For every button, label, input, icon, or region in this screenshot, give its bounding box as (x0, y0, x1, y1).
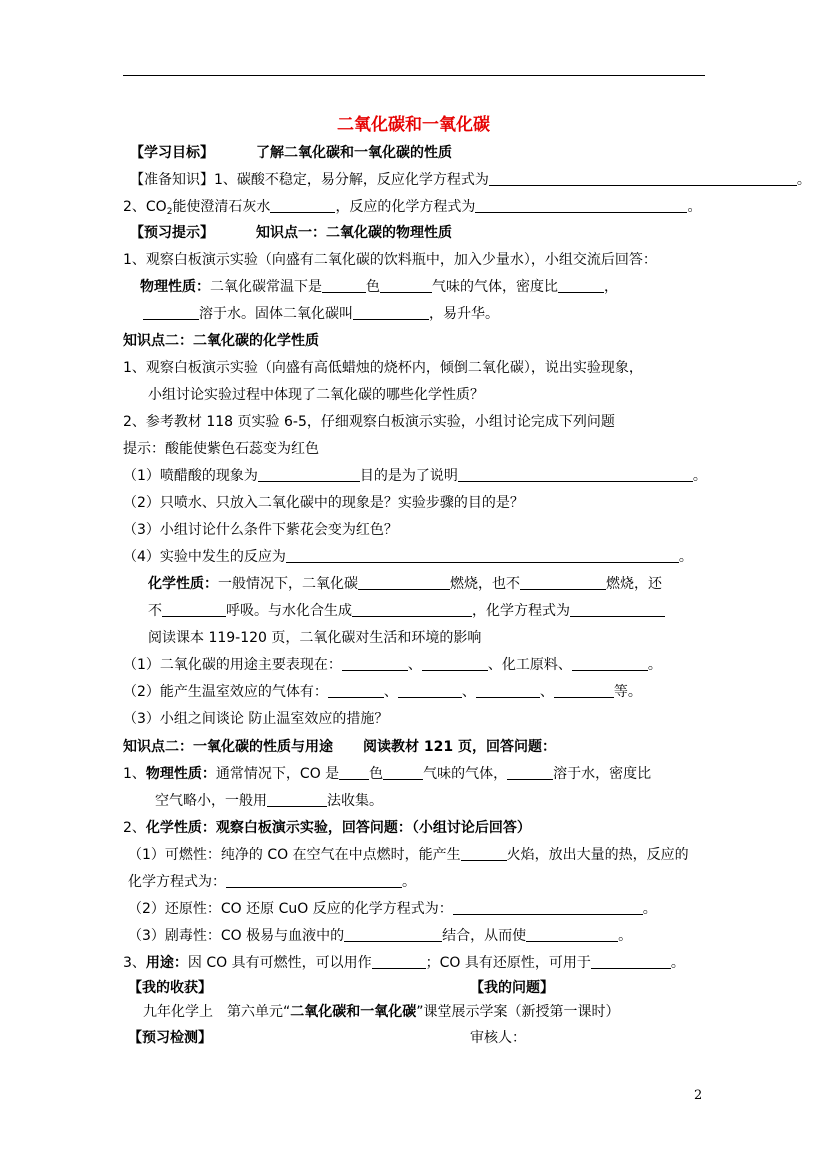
answer-blank[interactable] (342, 656, 408, 671)
answer-blank[interactable] (162, 602, 226, 617)
answer-blank[interactable] (476, 683, 540, 698)
answer-blank[interactable] (267, 792, 327, 807)
question-3-line: （3）小组讨论什么条件下紫花会变为红色？ (123, 522, 398, 538)
answer-blank[interactable] (258, 467, 360, 482)
answer-blank[interactable] (558, 278, 604, 293)
observe-line-1: 1、观察白板演示实验（向盛有二氧化碳的饮料瓶中，加入少量水），小组交流后回答： (123, 252, 657, 268)
question-4-line: （4）实验中发生的反应为 。 (123, 549, 693, 565)
answer-blank[interactable] (143, 305, 199, 320)
answer-blank[interactable] (526, 927, 618, 942)
answer-blank[interactable] (572, 656, 648, 671)
page-number: 2 (694, 1088, 703, 1103)
answer-blank[interactable] (353, 305, 429, 320)
footer-course-line: 九年化学上 第六单元“二氧化碳和一氧化碳”课堂展示学案（新授第一课时） (143, 1004, 620, 1020)
co2-limewater-line: 2、$CO_2$能使澄清石灰水 ，反应的化学方程式为 。 (123, 199, 702, 217)
answer-blank[interactable] (453, 900, 643, 915)
learning-goal-label: 【学习目标】 (130, 145, 214, 161)
page-title: 二氧化碳和一氧化碳 (337, 115, 490, 135)
question-2-line: （2）只喷水、只放入二氧化碳中的现象是？实验步骤的目的是？ (123, 495, 524, 511)
observe-line-2: 1、观察白板演示实验（向盛有高低蜡烛的烧杯内，倾倒二氧化碳），说出实验现象， (123, 360, 643, 376)
carbonic-acid-line: 不 呼吸。与水化合生成 ，化学方程式为 (148, 601, 665, 621)
answer-blank[interactable] (226, 873, 402, 888)
prep-knowledge-line: 【准备知识】1、碳酸不稳定，易分解，反应化学方程式为 。 (130, 172, 811, 188)
experiment-line: 2、参考教材 118 页实验 6-5，仔细观察白板演示实验，小组讨论完成下列问题 (123, 414, 615, 430)
answer-blank[interactable] (322, 278, 366, 293)
answer-blank[interactable] (507, 765, 553, 780)
answer-blank[interactable] (270, 198, 335, 213)
answer-blank[interactable] (339, 765, 369, 780)
answer-blank[interactable] (489, 171, 797, 186)
toxicity-line: （3）剧毒性：CO 极易与血液中的 结合，从而使 。 (128, 928, 633, 944)
answer-blank[interactable] (352, 602, 472, 617)
answer-blank[interactable] (344, 927, 442, 942)
reducibility-line: （2）还原性：CO 还原 CuO 反应的化学方程式为： 。 (128, 901, 657, 917)
knowledge-point-1-heading: 知识点一：二氧化碳的物理性质 (256, 225, 452, 241)
answer-blank[interactable] (372, 954, 426, 969)
answer-blank[interactable] (554, 683, 614, 698)
preview-hint-line: 【预习提示】 知识点一：二氧化碳的物理性质 (130, 225, 452, 241)
measures-line: （3）小组之间谈论 防止温室效应的措施？ (123, 711, 389, 727)
my-questions-label: 【我的问题】 (470, 980, 554, 996)
header-rule (123, 75, 705, 76)
answer-blank[interactable] (422, 656, 488, 671)
answer-blank[interactable] (286, 548, 679, 563)
greenhouse-gases-line: （2）能产生温室效应的气体有： 、 、 、 等。 (123, 684, 642, 700)
co-chemical-line: 2、化学性质：观察白板演示实验，回答问题：（小组讨论后回答） (123, 820, 531, 836)
collection-line: 空气略小，一般用 法收集。 (155, 793, 383, 809)
co-uses-line: 3、用途：因 CO 具有可燃性，可以用作 ；CO 具有还原性，可用于 。 (123, 955, 685, 971)
chemical-properties-line: 化学性质：一般情况下，二氧化碳 燃烧，也不 燃烧，还 (148, 576, 662, 592)
learning-goal-line (130, 143, 452, 163)
reading-line: 阅读课本 119-120 页，二氧化碳对生活和环境的影响 (148, 630, 482, 646)
answer-blank[interactable] (475, 198, 687, 213)
learning-goal-text: 了解二氧化碳和一氧化碳的性质 (256, 145, 452, 161)
equation-line: 化学方程式为： 。 (128, 874, 416, 890)
answer-blank[interactable] (570, 602, 665, 617)
answer-blank[interactable] (458, 467, 693, 482)
answer-blank[interactable] (461, 846, 507, 861)
uses-line: （1）二氧化碳的用途主要表现在： 、 、化工原料、 。 (123, 657, 662, 673)
answer-blank[interactable] (328, 683, 384, 698)
answer-blank[interactable] (520, 575, 606, 590)
my-gains-label: 【我的收获】 (128, 980, 212, 996)
knowledge-point-2-heading: 知识点二：二氧化碳的化学性质 (123, 333, 319, 349)
preview-test-label: 【预习检测】 (128, 1030, 212, 1046)
dry-ice-line: 溶于水。固体二氧化碳叫 ，易升华。 (143, 304, 499, 324)
answer-blank[interactable] (591, 954, 671, 969)
question-1-line: （1）喷醋酸的现象为 目的是为了说明 。 (123, 468, 707, 484)
discussion-line: 小组讨论实验过程中体现了二氧化碳的哪些化学性质？ (148, 387, 484, 403)
answer-blank[interactable] (398, 683, 462, 698)
reviewer-label: 审核人： (470, 1030, 526, 1046)
co-physical-line: 1、物理性质：通常情况下，CO 是 色 气味的气体， 溶于水，密度比 (123, 766, 652, 782)
hint-line: 提示：酸能使紫色石蕊变为红色 (123, 441, 319, 457)
answer-blank[interactable] (380, 278, 432, 293)
answer-blank[interactable] (358, 575, 450, 590)
flammability-line: （1）可燃性：纯净的 CO 在空气在中点燃时，能产生 火焰，放出大量的热，反应的 (128, 847, 689, 863)
answer-blank[interactable] (383, 765, 423, 780)
co-heading-line: 知识点二：一氧化碳的性质与用途 阅读教材 121 页，回答问题： (123, 739, 556, 755)
physical-properties-line: 物理性质：二氧化碳常温下是 色 气味的气体，密度比 ， (140, 279, 618, 295)
